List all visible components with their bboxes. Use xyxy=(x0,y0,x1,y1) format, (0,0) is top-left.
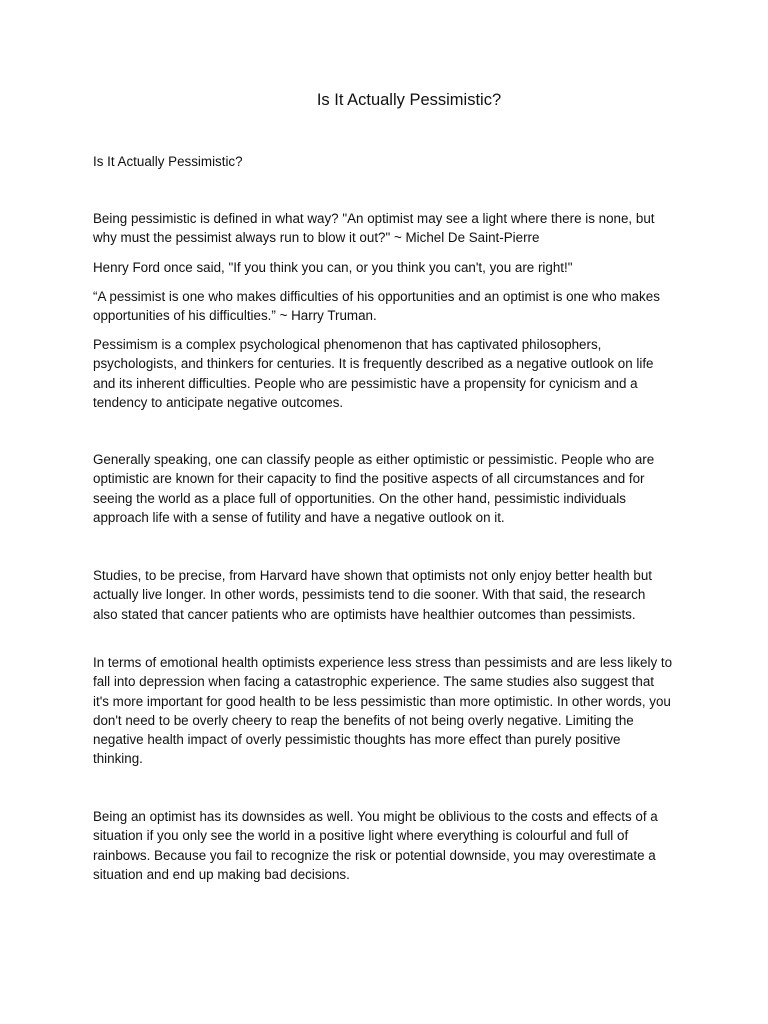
paragraph-pessimism-definition: Pessimism is a complex psychological phenomenon that has captivated philosophers, psychologists, and thinkers for centuries. It is frequently described as a negative outlook on life and its inherent difficulties. People who are pessimistic have a propensity for cynicism and a tendency to anticipate negative outcomes. xyxy=(93,337,654,410)
paragraph-emotional-health: In terms of emotional health optimists experience less stress than pessimists and are less likely to fall into depression when facing a catastrophic experience. The same studies also suggest that it's more important for good health to be less pessimistic than more optimistic. In other words, you don't need to be overly cheery to reap the benefits of not being overly negative. Limiting the negative health impact of overly pessimistic thoughts has more effect than purely positive thinking. xyxy=(93,655,673,767)
paragraph-harvard-studies: Studies, to be precise, from Harvard have shown that optimists not only enjoy better health but actually live longer. In other words, pessimists tend to die sooner. With that said, the research also stated that cancer patients who are optimists have healthier outcomes than pessimists. xyxy=(93,568,652,622)
page-title: Is It Actually Pessimistic? xyxy=(316,91,502,109)
document-subtitle: Is It Actually Pessimistic? xyxy=(93,154,243,169)
paragraph-optimist-downsides: Being an optimist has its downsides as well. You might be oblivious to the costs and effects of a situation if you only see the world in a positive light where everything is colourful and full of rainbows. Because you fail to recognize the risk or potential downside, you may overestimate a situation and end up making bad decisions. xyxy=(93,809,658,882)
paragraph-saint-pierre-quote: Being pessimistic is defined in what way? "An optimist may see a light where there is none, but why must the pessimist always run to blow it out?" ~ Michel De Saint-Pierre xyxy=(93,211,655,246)
paragraph-optimistic-or-pessimistic: Generally speaking, one can classify people as either optimistic or pessimistic. People who are optimistic are known for their capacity to find the positive aspects of all circumstances and for seeing the world as a place full of opportunities. On the other hand, pessimistic individuals approach life with a sense of futility and have a negative outlook on it. xyxy=(93,452,655,525)
paragraph-henry-ford-quote: Henry Ford once said, "If you think you can, or you think you can't, you are right!" xyxy=(93,260,573,275)
paragraph-harry-truman-quote: “A pessimist is one who makes difficulties of his opportunities and an optimist is one who makes opportunities of his difficulties.” ~ Harry Truman. xyxy=(93,289,660,324)
